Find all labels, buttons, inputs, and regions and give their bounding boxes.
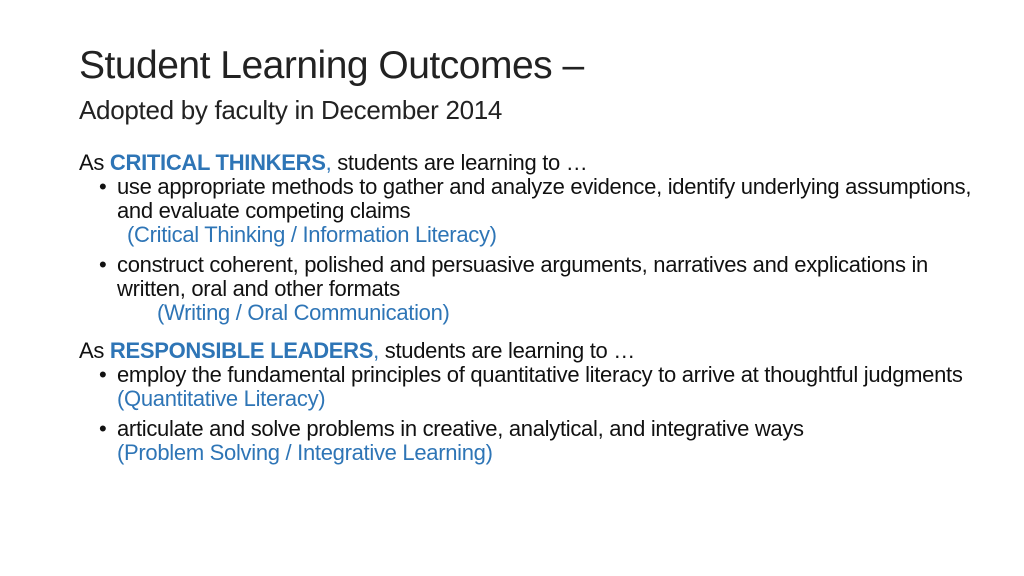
lead-suffix: students are learning to … <box>331 150 588 175</box>
bullet-icon: • <box>99 174 107 199</box>
bullet-text: employ the fundamental principles of quantitative literacy to arrive at thoughtful judgments <box>117 362 963 387</box>
list-item <box>79 175 979 247</box>
outcome-reference: (Writing / Oral Communication) <box>157 300 450 325</box>
bullet-text: use appropriate methods to gather and analyze evidence, identify underlying assumptions, and evaluate competing claims <box>117 174 972 223</box>
list-item <box>79 417 979 465</box>
lead-highlight-comma: , <box>373 338 379 363</box>
bullet-icon: • <box>99 416 107 441</box>
section-lead <box>79 339 979 363</box>
lead-suffix: students are learning to … <box>378 338 635 363</box>
lead-highlight-comma: , <box>325 150 332 175</box>
slide-subtitle: Adopted by faculty in December 2014 <box>79 95 503 125</box>
lead-prefix: As <box>79 338 110 363</box>
lead-prefix: As <box>79 150 110 175</box>
bullet-icon: • <box>99 362 107 387</box>
outcome-reference: (Quantitative Literacy) <box>117 386 326 411</box>
section-lead <box>79 151 979 175</box>
lead-highlight: CRITICAL THINKERS <box>109 150 326 175</box>
section-responsible-leaders <box>79 339 979 465</box>
bullet-icon: • <box>99 252 107 277</box>
list-item <box>79 253 979 325</box>
section-critical-thinkers <box>79 151 979 325</box>
bullet-list <box>79 363 979 465</box>
lead-highlight: RESPONSIBLE LEADERS <box>109 338 374 363</box>
bullet-text: construct coherent, polished and persuasive arguments, narratives and explications in written, oral and other formats <box>117 252 928 301</box>
outcome-reference: (Critical Thinking / Information Literacy) <box>127 222 497 247</box>
bullet-text: articulate and solve problems in creative, analytical, and integrative ways <box>117 416 804 441</box>
outcome-reference: (Problem Solving / Integrative Learning) <box>117 440 493 465</box>
list-item <box>79 363 979 411</box>
slide-title: Student Learning Outcomes – <box>79 44 584 87</box>
bullet-list <box>79 175 979 325</box>
slide-body <box>79 151 979 471</box>
